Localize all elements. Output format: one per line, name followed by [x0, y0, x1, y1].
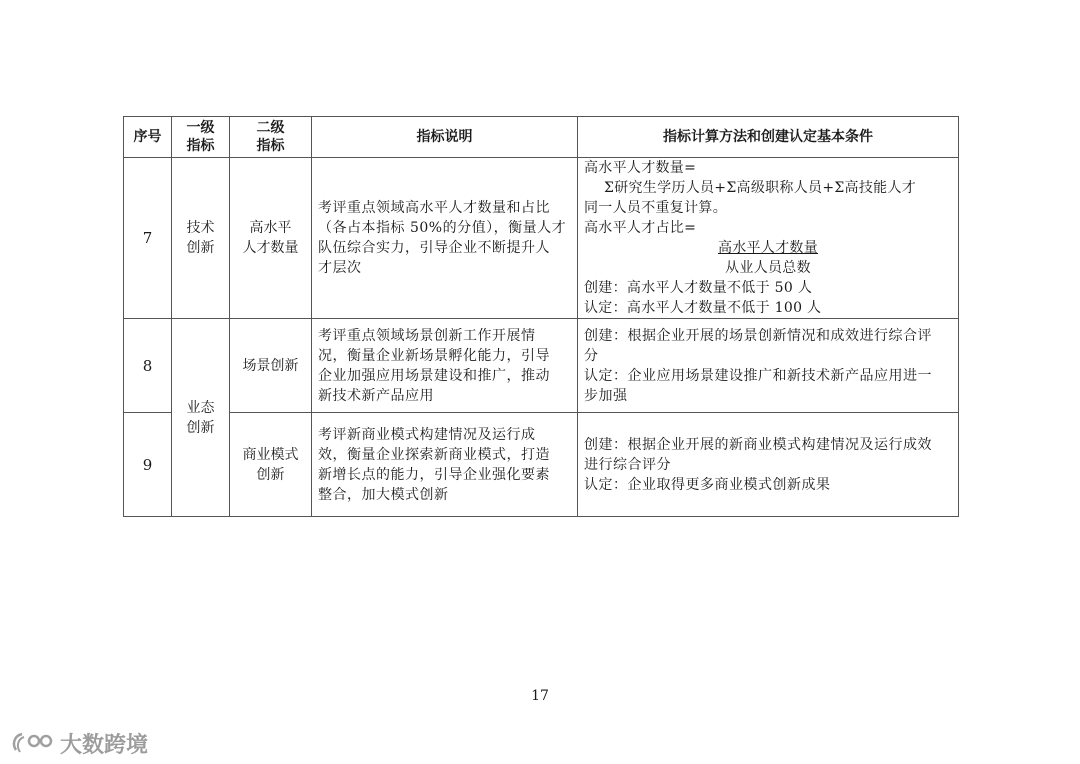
row-level2: 商业模式 创新 — [230, 413, 312, 517]
row-index: 7 — [124, 158, 172, 319]
row-level1-merged: 业态 创新 — [172, 319, 230, 517]
table-row — [124, 158, 959, 319]
header-index: 序号 — [124, 117, 172, 158]
row-index: 9 — [124, 413, 172, 517]
header-description: 指标说明 — [312, 117, 578, 158]
row-description: 考评重点领域场景创新工作开展情 况，衡量企业新场景孵化能力，引导 企业加强应用场景建设和推广，推动 新技术新产品应用 — [312, 319, 578, 413]
row-index: 8 — [124, 319, 172, 413]
row-description: 考评重点领域高水平人才数量和占比 （各占本指标 50%的分值），衡量人才 队伍综合实力，引导企业不断提升人 才层次 — [312, 158, 578, 319]
weibo-eye-logo-icon — [10, 730, 54, 756]
table-row — [124, 413, 959, 517]
watermark — [10, 730, 148, 756]
fraction-denominator: 从业人员总数 — [725, 260, 811, 276]
table-row — [124, 319, 959, 413]
header-level2: 二级 指标 — [230, 117, 312, 158]
row-method: 高水平人才数量= Σ研究生学历人员+Σ高级职称人员+Σ高技能人才 同一人员不重复计算。 高水平人才占比= 高水平人才数量 从业人员总数 创建：高水平人才数量不低于 50 人 认定：高水平人才数量不低于 100 人 — [578, 158, 959, 319]
fraction-numerator: 高水平人才数量 — [717, 240, 819, 256]
row-method: 创建：根据企业开展的场景创新情况和成效进行综合评 分 认定：企业应用场景建设推广和新技术新产品应用进一 步加强 — [578, 319, 959, 413]
row-level2: 高水平 人才数量 — [230, 158, 312, 319]
indicator-table — [123, 116, 959, 517]
header-method: 指标计算方法和创建认定基本条件 — [578, 117, 959, 158]
page-number: 17 — [531, 688, 549, 704]
row-level2: 场景创新 — [230, 319, 312, 413]
header-level1: 一级 指标 — [172, 117, 230, 158]
table-header-row — [124, 117, 959, 158]
watermark-text: 大数跨境 — [60, 732, 149, 758]
row-method: 创建：根据企业开展的新商业模式构建情况及运行成效 进行综合评分 认定：企业取得更多商业模式创新成果 — [578, 413, 959, 517]
row-description: 考评新商业模式构建情况及运行成 效，衡量企业探索新商业模式，打造 新增长点的能力，引导企业强化要素 整合，加大模式创新 — [312, 413, 578, 517]
row-level1: 技术 创新 — [172, 158, 230, 319]
